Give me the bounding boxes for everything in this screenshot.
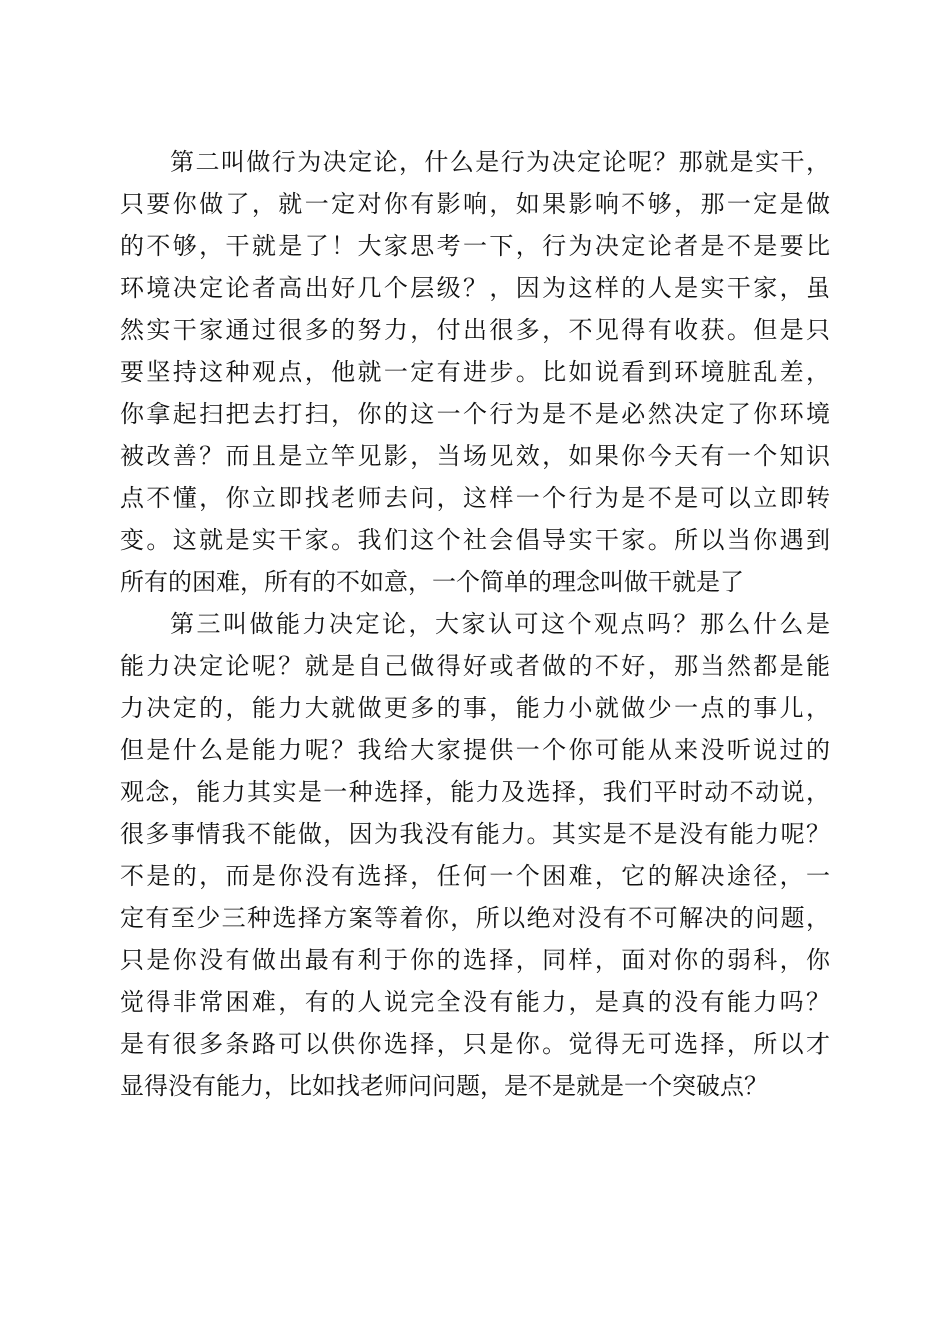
paragraph-2-line-9: 只是你没有做出最有利于你的选择，同样，面对你的弱科，你: [120, 946, 830, 974]
paragraph-2-line-10: 觉得非常困难，有的人说完全没有能力，是真的没有能力吗？: [120, 988, 830, 1016]
paragraph-1-line-7: 你拿起扫把去打扫，你的这一个行为是不是必然决定了你环境: [120, 400, 830, 428]
paragraph-2-line-11: 是有很多条路可以供你选择，只是你。觉得无可选择，所以才: [120, 1030, 830, 1058]
paragraph-1-line-10: 变。这就是实干家。我们这个社会倡导实干家。所以当你遇到: [120, 526, 830, 554]
paragraph-1-line-2: 只要你做了，就一定对你有影响，如果影响不够，那一定是做: [120, 190, 830, 218]
paragraph-1-line-9: 点不懂，你立即找老师去问，这样一个行为是不是可以立即转: [120, 484, 830, 512]
paragraph-2-line-12: 显得没有能力，比如找老师问问题，是不是就是一个突破点？: [120, 1072, 768, 1100]
paragraph-2-line-7: 不是的，而是你没有选择，任何一个困难，它的解决途径，一: [120, 862, 830, 890]
paragraph-2-line-1: 第三叫做能力决定论，大家认可这个观点吗？那么什么是: [170, 610, 830, 638]
paragraph-1-line-6: 要坚持这种观点，他就一定有进步。比如说看到环境脏乱差，: [120, 358, 830, 386]
paragraph-2-line-8: 定有至少三种选择方案等着你，所以绝对没有不可解决的问题，: [120, 904, 830, 932]
paragraph-1-line-1: 第二叫做行为决定论，什么是行为决定论呢？那就是实干，: [170, 148, 830, 176]
paragraph-1-line-4: 环境决定论者高出好几个层级？，因为这样的人是实干家，虽: [120, 274, 830, 302]
paragraph-2-line-4: 但是什么是能力呢？我给大家提供一个你可能从来没听说过的: [120, 736, 830, 764]
paragraph-1-line-3: 的不够，干就是了！大家思考一下，行为决定论者是不是要比: [120, 232, 830, 260]
paragraph-2-line-3: 力决定的，能力大就做更多的事，能力小就做少一点的事儿，: [120, 694, 830, 722]
paragraph-2-line-2: 能力决定论呢？就是自己做得好或者做的不好，那当然都是能: [120, 652, 830, 680]
paragraph-2-line-6: 很多事情我不能做，因为我没有能力。其实是不是没有能力呢？: [120, 820, 830, 848]
paragraph-1-line-8: 被改善？而且是立竿见影，当场见效，如果你今天有一个知识: [120, 442, 830, 470]
paragraph-2-line-5: 观念，能力其实是一种选择，能力及选择，我们平时动不动说，: [120, 778, 830, 806]
paragraph-1-line-11: 所有的困难，所有的不如意，一个简单的理念叫做干就是了: [120, 568, 744, 596]
paragraph-1-line-5: 然实干家通过很多的努力，付出很多，不见得有收获。但是只: [120, 316, 830, 344]
